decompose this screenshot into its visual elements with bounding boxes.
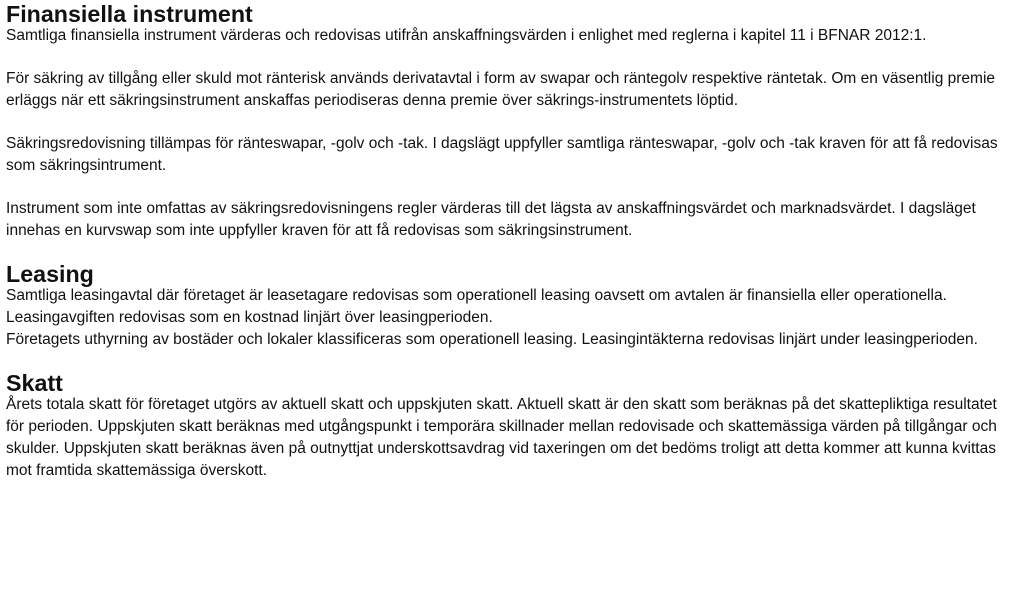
section-leasing	[6, 263, 1016, 351]
paragraph: Instrument som inte omfattas av säkringsredovisningens regler värderas till det lägsta av anskaffningsvärdet och marknadsvärdet. I dagsläget innehas en kurvswap som inte uppfyller kraven för att få redovisas som säkringsinstrument.	[6, 200, 976, 239]
paragraph: Säkringsredovisning tillämpas för ränteswapar, -golv och -tak. I dagslägt uppfyller samtliga ränteswapar, -golv och -tak kraven för att få redovisas som säkringsintrument.	[6, 135, 998, 174]
section-title: Finansiella instrument	[6, 1, 253, 27]
section-skatt	[6, 372, 1016, 482]
section-title: Leasing	[6, 261, 94, 287]
paragraph: Samtliga leasingavtal där företaget är leasetagare redovisas som operationell leasing oavsett om avtalen är finansiella eller operationella. Leasingavgiften redovisas som en kostnad linjärt över leasingperioden.	[6, 287, 947, 326]
paragraph: Företagets uthyrning av bostäder och lokaler klassificeras som operationell leasing. Leasingintäkterna redovisas linjärt under leasingperioden.	[6, 331, 978, 348]
section-finansiella-instrument	[6, 3, 1016, 242]
section-title: Skatt	[6, 370, 63, 396]
paragraph: Årets totala skatt för företaget utgörs av aktuell skatt och uppskjuten skatt. Aktuell skatt är den skatt som beräknas på det skattepliktiga resultatet för perioden. Uppskjuten skatt beräknas med utgångspunkt i temporära skillnader mellan redovisade och skattemässiga värden på tillgångar och skulder. Uppskjuten skatt beräknas även på outnyttjat underskottsavdrag vid taxeringen om det bedöms troligt att detta kommer att kunna kvittas mot framtida skattemässiga överskott.	[6, 396, 997, 479]
paragraph: Samtliga finansiella instrument värderas och redovisas utifrån anskaffningsvärden i enlighet med reglerna i kapitel 11 i BFNAR 2012:1.	[6, 27, 927, 44]
paragraph: För säkring av tillgång eller skuld mot ränterisk används derivatavtal i form av swapar och räntegolv respektive räntetak. Om en väsentlig premie erläggs när ett säkringsinstrument anskaffas periodiseras denna premie över säkrings-instrumentets löptid.	[6, 70, 996, 109]
